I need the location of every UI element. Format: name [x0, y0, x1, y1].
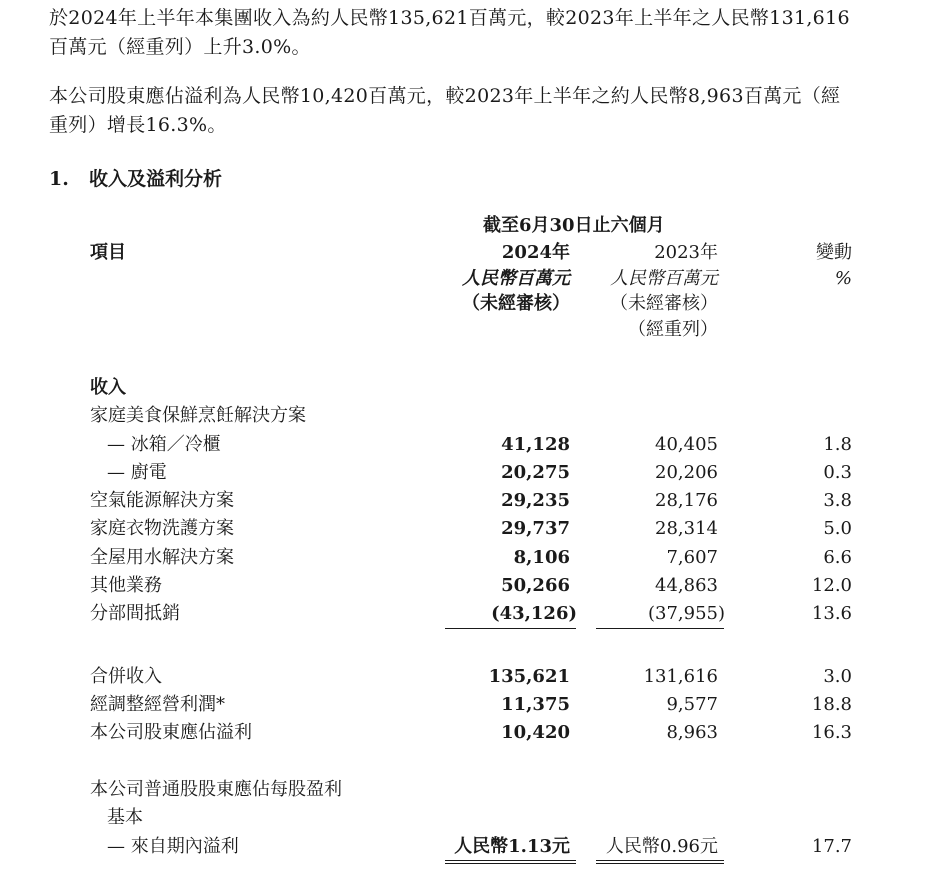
col-2023-year: 2023年 — [654, 242, 718, 263]
revenue-group-label: 家庭美食保鮮烹飪解決方案 — [90, 405, 306, 426]
row-label: — 來自期內溢利 — [107, 836, 239, 857]
row-value-2024: 29,235 — [501, 490, 570, 511]
row-value-2023: 8,963 — [666, 722, 718, 743]
row-value-2024: 8,106 — [513, 547, 570, 568]
paragraph-line: 重列）增長16.3%。 — [49, 114, 227, 136]
row-value-2024: (43,126) — [491, 603, 577, 624]
row-label: 空氣能源解決方案 — [90, 490, 234, 511]
row-change: 3.8 — [823, 490, 852, 511]
row-value-2023: 28,176 — [655, 490, 718, 511]
row-label: 經調整經營利潤* — [90, 694, 225, 715]
row-value-2023: 131,616 — [643, 666, 718, 687]
row-value-2023: (37,955) — [647, 603, 725, 624]
col-2023-currency: 人民幣百萬元 — [610, 268, 718, 289]
row-change: 12.0 — [811, 575, 852, 596]
row-value-2023: 9,577 — [666, 694, 718, 715]
row-label: 本公司股東應佔溢利 — [90, 722, 252, 743]
col-change-unit: % — [834, 268, 852, 289]
row-value-2024: 11,375 — [501, 694, 570, 715]
col-change-label: 變動 — [816, 242, 852, 263]
eps-rule-2024-top — [445, 860, 576, 861]
eps-heading: 本公司普通股股東應佔每股盈利 — [90, 779, 342, 800]
row-label: 家庭衣物洗護方案 — [90, 518, 234, 539]
eps-rule-2023-top — [596, 860, 724, 861]
row-value-2023: 7,607 — [666, 547, 718, 568]
col-2024-currency: 人民幣百萬元 — [462, 268, 570, 289]
item-column-header: 項目 — [90, 242, 126, 263]
row-change: 3.0 — [823, 666, 852, 687]
row-label: 分部間抵銷 — [90, 603, 180, 624]
row-value-2024: 41,128 — [501, 434, 570, 455]
eps-basic-label: 基本 — [107, 807, 143, 828]
row-change: 17.7 — [811, 836, 852, 857]
col-2024-note: （未經審核） — [462, 293, 570, 314]
row-change: 0.3 — [823, 462, 852, 483]
revenue-heading: 收入 — [90, 377, 126, 398]
row-value-2024: 10,420 — [501, 722, 570, 743]
paragraph-line: 於2024年上半年本集團收入為約人民幣135,621百萬元，較2023年上半年之人民幣131,616 — [49, 7, 850, 29]
section-heading — [49, 164, 222, 191]
row-value-2024: 人民幣1.13元 — [454, 836, 570, 857]
row-value-2023: 40,405 — [655, 434, 718, 455]
row-change: 13.6 — [811, 603, 852, 624]
row-label: — 冰箱／冷櫃 — [107, 434, 221, 455]
row-label: 其他業務 — [90, 575, 162, 596]
summary-paragraph-profit — [49, 82, 879, 140]
summary-paragraph-revenue — [49, 4, 879, 62]
row-value-2023: 28,314 — [655, 518, 718, 539]
paragraph-line: 百萬元（經重列）上升3.0%。 — [49, 36, 311, 58]
col-2023-note: （未經審核） — [610, 293, 718, 314]
period-header: 截至6月30日止六個月 — [483, 215, 665, 236]
col-2023-restated: （經重列） — [628, 319, 718, 340]
row-change: 5.0 — [823, 518, 852, 539]
row-value-2023: 人民幣0.96元 — [605, 836, 718, 857]
subtotal-rule-2024 — [445, 628, 576, 629]
section-title: 收入及溢利分析 — [89, 168, 223, 190]
row-change: 6.6 — [823, 547, 852, 568]
row-value-2023: 20,206 — [655, 462, 718, 483]
row-label: 全屋用水解決方案 — [90, 547, 234, 568]
subtotal-rule-2023 — [596, 628, 724, 629]
row-value-2024: 29,737 — [501, 518, 570, 539]
row-change: 1.8 — [823, 434, 852, 455]
col-2024-year: 2024年 — [501, 242, 570, 263]
row-change: 16.3 — [811, 722, 852, 743]
row-value-2024: 50,266 — [501, 575, 570, 596]
row-label: — 廚電 — [107, 462, 167, 483]
row-value-2024: 20,275 — [501, 462, 570, 483]
row-label: 合併收入 — [90, 666, 162, 687]
eps-rule-2024-bottom — [445, 863, 576, 864]
row-change: 18.8 — [811, 694, 852, 715]
eps-rule-2023-bottom — [596, 863, 724, 864]
paragraph-line: 本公司股東應佔溢利為人民幣10,420百萬元，較2023年上半年之約人民幣8,963百萬元（經 — [49, 85, 841, 107]
row-value-2024: 135,621 — [488, 666, 570, 687]
row-value-2023: 44,863 — [655, 575, 718, 596]
section-number: 1. — [49, 168, 69, 190]
